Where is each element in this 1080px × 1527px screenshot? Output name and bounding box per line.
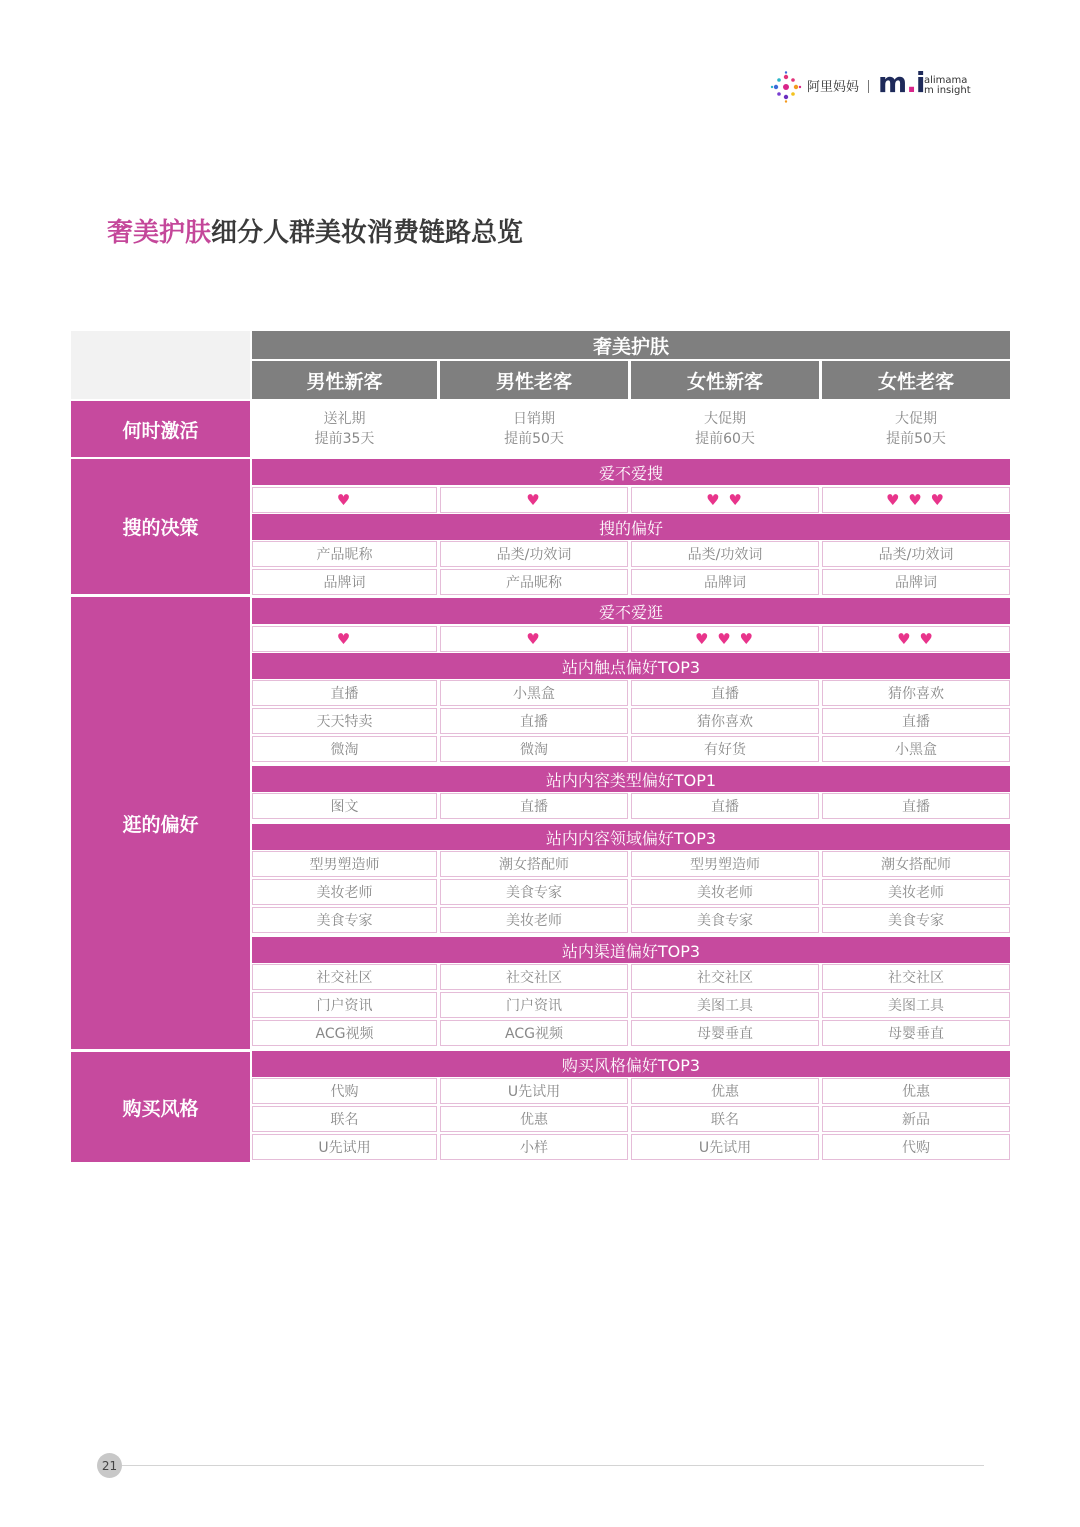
table-cell: 社交社区 [822,964,1010,990]
when-cell [822,401,1010,457]
band-love-browse: 爱不爱逛 [252,598,1010,624]
table-cell: 品牌词 [631,569,819,595]
table-cell: 联名 [631,1106,819,1132]
when-cell [631,401,819,457]
table-cell: U先试用 [252,1134,437,1160]
alimama-logo-icon [770,71,802,103]
heart-icon: ♥ ♥ ♥ [822,487,1010,513]
table-cell: 小黑盒 [822,736,1010,762]
when-period: 大促期 [704,411,746,427]
table-cell: ACG视频 [440,1020,628,1046]
when-lead-time: 提前50天 [886,431,946,447]
table-cell: 猜你喜欢 [822,680,1010,706]
heart-icon: ♥ [252,626,437,652]
section-browse-preference: 逛的偏好 [71,597,250,1049]
table-cell: 直播 [440,793,628,819]
table-cell: 美食专家 [822,907,1010,933]
heart-icon: ♥ [440,487,628,513]
table-cell: 型男塑造师 [252,851,437,877]
band-content-domain-preference: 站内内容领域偏好TOP3 [252,824,1010,850]
section-buy-style: 购买风格 [71,1052,250,1162]
logo-en-line2: m insight [924,85,971,96]
when-cell [440,401,628,457]
table-cell: 美食专家 [631,907,819,933]
table-cell: 直播 [822,708,1010,734]
table-cell: 社交社区 [631,964,819,990]
table-cell: 优惠 [440,1106,628,1132]
section-when-activate: 何时激活 [71,401,250,457]
table-cell: 社交社区 [440,964,628,990]
table-cell: 微淘 [252,736,437,762]
band-search-preference: 搜的偏好 [252,514,1010,540]
table-cell: 母婴垂直 [631,1020,819,1046]
mi-logo-m: m [878,66,907,99]
page-number: 21 [97,1453,122,1478]
table-cell: 型男塑造师 [631,851,819,877]
table-cell: 美妆老师 [440,907,628,933]
table-cell: 美图工具 [822,992,1010,1018]
logo-divider [868,80,869,93]
table-cell: 潮女搭配师 [822,851,1010,877]
heart-icon: ♥ ♥ [822,626,1010,652]
column-header-female-returning: 女性老客 [822,361,1010,399]
table-corner [71,331,250,399]
table-cell: 品类/功效词 [822,541,1010,567]
heart-icon: ♥ [440,626,628,652]
column-header-male-returning: 男性老客 [440,361,628,399]
page-title-rest: 细分人群美妆消费链路总览 [211,218,524,248]
page-title [107,212,523,249]
table-cell: 门户资讯 [252,992,437,1018]
band-content-type-preference: 站内内容类型偏好TOP1 [252,766,1010,792]
mi-logo [878,66,924,99]
logo-en-line1: alimama [924,75,968,86]
table-cell: 联名 [252,1106,437,1132]
table-cell: 有好货 [631,736,819,762]
table-cell: 品类/功效词 [440,541,628,567]
section-search-decision: 搜的决策 [71,459,250,594]
table-cell: 门户资讯 [440,992,628,1018]
table-cell: U先试用 [440,1078,628,1104]
column-header-female-new: 女性新客 [631,361,819,399]
table-cell: 产品昵称 [440,569,628,595]
table-cell: 母婴垂直 [822,1020,1010,1046]
table-cell: ACG视频 [252,1020,437,1046]
when-period: 日销期 [513,411,555,427]
heart-icon: ♥ ♥ [631,487,819,513]
table-cell: 品类/功效词 [631,541,819,567]
table-cell: 图文 [252,793,437,819]
band-channel-preference: 站内渠道偏好TOP3 [252,937,1010,963]
when-lead-time: 提前50天 [504,431,564,447]
table-cell: U先试用 [631,1134,819,1160]
mi-logo-dot: . [906,66,916,99]
table-cell: 美食专家 [252,907,437,933]
mi-logo-i: i [915,66,925,99]
footer-divider [122,1465,984,1466]
table-cell: 代购 [822,1134,1010,1160]
table-cell: 直播 [822,793,1010,819]
when-period: 送礼期 [323,411,366,427]
table-cell: 直播 [440,708,628,734]
table-cell: 优惠 [822,1078,1010,1104]
table-top-header: 奢美护肤 [252,331,1010,359]
logo-text: 阿里妈妈 [807,80,860,95]
heart-icon: ♥ ♥ ♥ [631,626,819,652]
table-cell: 新品 [822,1106,1010,1132]
table-cell: 美妆老师 [631,879,819,905]
table-cell: 直播 [252,680,437,706]
table-cell: 天天特卖 [252,708,437,734]
table-cell: 猜你喜欢 [631,708,819,734]
band-buy-style-preference: 购买风格偏好TOP3 [252,1051,1010,1077]
table-cell: 产品昵称 [252,541,437,567]
when-cell [252,401,437,457]
table-cell: 优惠 [631,1078,819,1104]
table-cell: 直播 [631,680,819,706]
table-cell: 直播 [631,793,819,819]
table-cell: 品牌词 [252,569,437,595]
column-header-male-new: 男性新客 [252,361,437,399]
table-cell: 品牌词 [822,569,1010,595]
table-cell: 社交社区 [252,964,437,990]
table-cell: 小黑盒 [440,680,628,706]
when-lead-time: 提前35天 [314,431,375,447]
table-cell: 小样 [440,1134,628,1160]
page-title-highlight: 奢美护肤 [107,218,212,248]
table-cell: 代购 [252,1078,437,1104]
table-cell: 潮女搭配师 [440,851,628,877]
when-period: 大促期 [895,411,937,427]
table-cell: 微淘 [440,736,628,762]
band-touchpoint-preference: 站内触点偏好TOP3 [252,653,1010,679]
table-cell: 美妆老师 [252,879,437,905]
band-love-search: 爱不爱搜 [252,459,1010,485]
when-lead-time: 提前60天 [695,431,755,447]
table-cell: 美妆老师 [822,879,1010,905]
table-cell: 美图工具 [631,992,819,1018]
table-cell: 美食专家 [440,879,628,905]
heart-icon: ♥ [252,487,437,513]
